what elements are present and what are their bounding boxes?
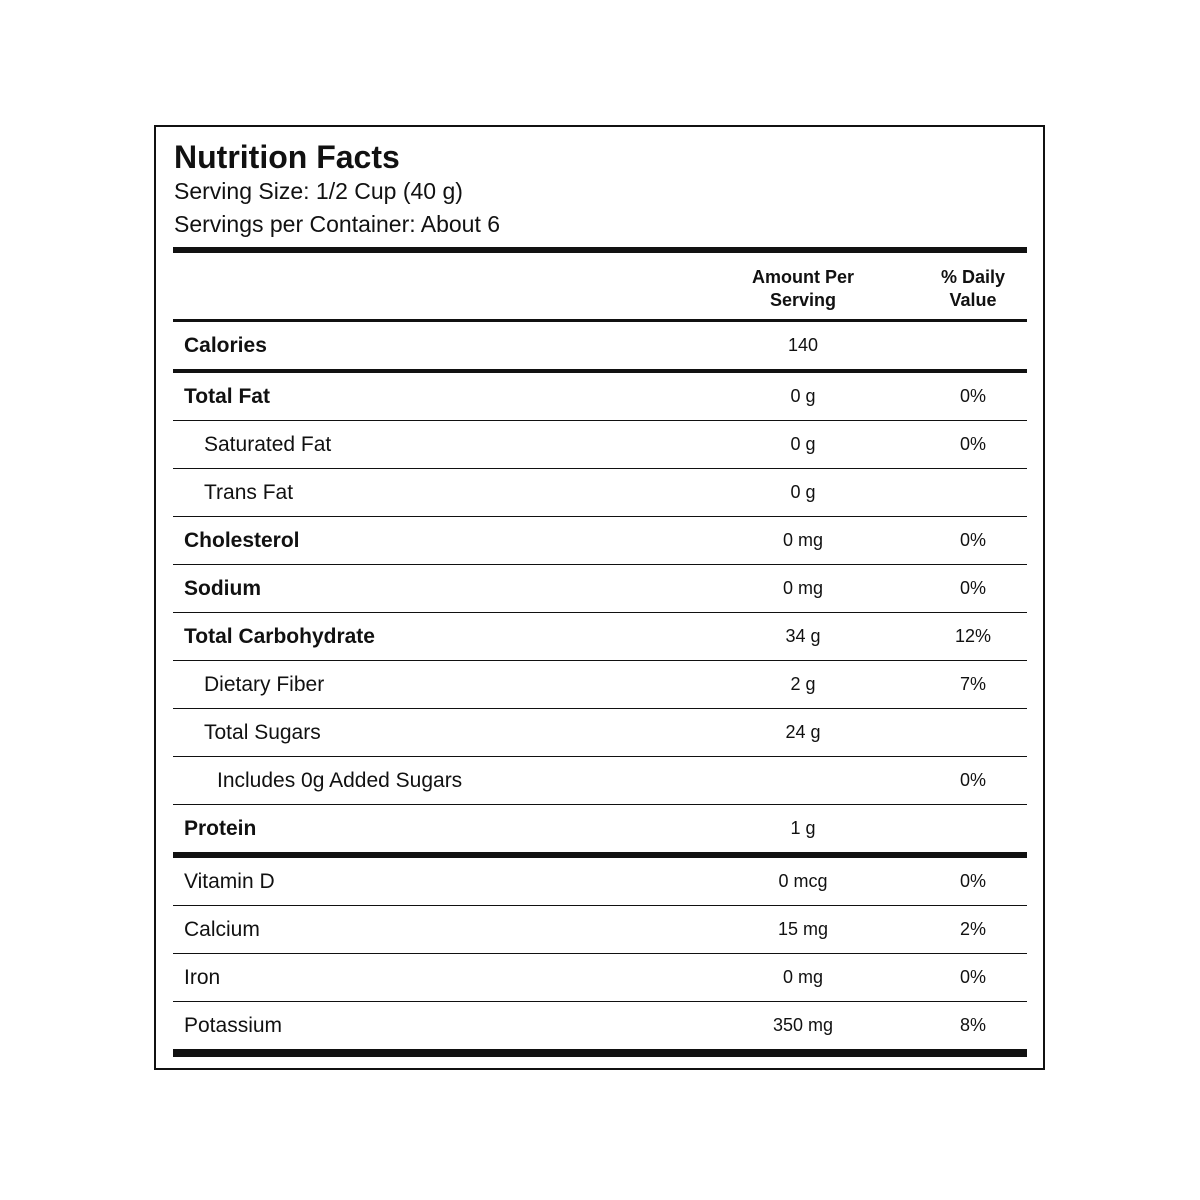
dv-header-line1: % Daily <box>940 267 1006 287</box>
nutrition-facts-label <box>154 125 1045 1070</box>
label-content <box>173 139 1027 1057</box>
nutrient-row-saturated-fat <box>173 421 1027 469</box>
nutrient-daily-value: 0% <box>959 530 986 550</box>
nutrient-amount: 0 mg <box>782 578 824 598</box>
nutrient-row-added-sugars <box>173 757 1027 805</box>
divider-bottom <box>173 1049 1027 1057</box>
calories-row <box>173 322 1027 369</box>
nutrient-amount: 2 g <box>790 674 816 694</box>
vitamin-daily-value: 0% <box>959 871 986 891</box>
vitamin-daily-value: 0% <box>959 967 986 987</box>
daily-value-header <box>913 266 1033 312</box>
vitamin-daily-value: 2% <box>959 919 986 939</box>
nutrient-row-trans-fat <box>173 469 1027 517</box>
nutrient-daily-value <box>913 709 1033 756</box>
nutrient-amount <box>733 757 873 804</box>
calories-label: Calories <box>184 334 267 357</box>
vitamin-row-calcium <box>173 906 1027 954</box>
nutrient-label: Includes 0g Added Sugars <box>217 769 463 792</box>
nutrient-amount: 0 g <box>790 434 816 454</box>
vitamin-row-vitamin-d <box>173 858 1027 906</box>
nutrient-label: Sodium <box>184 577 261 600</box>
nutrient-label: Cholesterol <box>184 529 300 552</box>
nutrient-daily-value: 0% <box>959 386 986 406</box>
nutrient-label: Saturated Fat <box>204 433 332 456</box>
nutrient-amount: 0 mg <box>782 530 824 550</box>
label-title: Nutrition Facts <box>174 139 400 175</box>
amount-per-serving-header <box>713 266 893 312</box>
nutrient-daily-value: 7% <box>959 674 986 694</box>
nutrient-label: Total Carbohydrate <box>184 625 375 648</box>
nutrient-row-cholesterol <box>173 517 1027 565</box>
nutrient-label: Total Sugars <box>204 721 321 744</box>
serving-size: Serving Size: 1/2 Cup (40 g) <box>174 178 463 204</box>
column-header-row <box>173 253 1027 319</box>
nutrient-amount: 34 g <box>785 626 821 646</box>
nutrient-daily-value <box>913 469 1033 516</box>
nutrient-label: Protein <box>184 817 257 840</box>
vitamin-label: Iron <box>184 966 221 989</box>
nutrient-row-total-carbohydrate <box>173 613 1027 661</box>
nutrient-label: Trans Fat <box>204 481 294 504</box>
vitamin-label: Potassium <box>184 1014 283 1037</box>
amount-header-line2: Serving <box>769 290 837 310</box>
servings-per-container: Servings per Container: About 6 <box>174 211 501 237</box>
vitamin-row-iron <box>173 954 1027 1002</box>
calories-amount: 140 <box>787 335 819 355</box>
nutrient-row-protein <box>173 805 1027 852</box>
vitamin-daily-value: 8% <box>959 1015 986 1035</box>
nutrient-label: Total Fat <box>184 385 270 408</box>
vitamin-amount: 350 mg <box>772 1015 834 1035</box>
vitamin-label: Calcium <box>184 918 260 941</box>
vitamin-row-potassium <box>173 1002 1027 1049</box>
nutrient-amount: 24 g <box>785 722 821 742</box>
nutrient-daily-value: 12% <box>954 626 992 646</box>
nutrient-label: Dietary Fiber <box>204 673 325 696</box>
nutrient-amount: 1 g <box>790 818 816 838</box>
nutrient-amount: 0 g <box>790 386 816 406</box>
vitamin-label: Vitamin D <box>184 870 275 893</box>
nutrient-amount: 0 g <box>790 482 816 502</box>
nutrient-row-total-fat <box>173 373 1027 421</box>
dv-header-line2: Value <box>949 290 997 310</box>
nutrient-row-dietary-fiber <box>173 661 1027 709</box>
vitamin-amount: 0 mcg <box>778 871 828 891</box>
vitamin-amount: 0 mg <box>782 967 824 987</box>
vitamin-amount: 15 mg <box>777 919 829 939</box>
nutrient-daily-value <box>913 805 1033 852</box>
nutrient-daily-value: 0% <box>959 434 986 454</box>
nutrient-row-total-sugars <box>173 709 1027 757</box>
nutrient-row-sodium <box>173 565 1027 613</box>
amount-header-line1: Amount Per <box>751 267 854 287</box>
nutrient-daily-value: 0% <box>959 770 986 790</box>
nutrient-daily-value: 0% <box>959 578 986 598</box>
